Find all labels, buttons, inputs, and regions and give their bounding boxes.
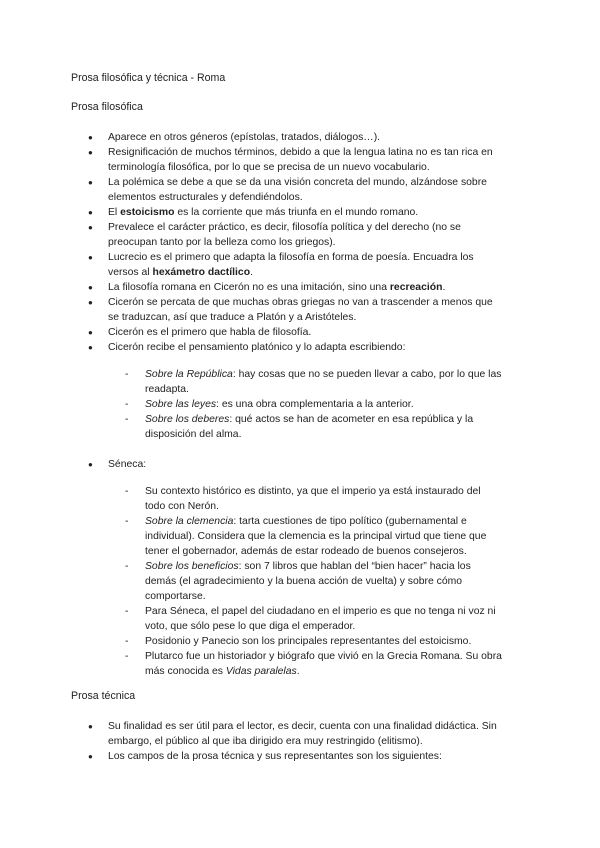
section-heading-prosa-filosofica: Prosa filosófica [71, 101, 143, 113]
work-title: Sobre la clemencia [145, 516, 234, 527]
dash-marker: - [125, 651, 129, 662]
bullet-dot: ● [88, 722, 93, 731]
sublist-item: Para Séneca, el papel del ciudadano en el imperio es que no tenga ni voz ni [145, 606, 496, 617]
sublist-item-continuation: tener el gobernador, además de estar rodeado de buenos consejeros. [145, 546, 467, 557]
list-item-continuation: terminología filosófica, por lo que se precisa de un nuevo vocabulario. [108, 162, 430, 173]
work-title: Sobre las leyes [145, 399, 217, 410]
list-item-continuation: embargo, el público al que iba dirigido era muy restringido (elitismo). [108, 736, 423, 747]
sublist-item-continuation: más conocida es Vidas paralelas. [145, 666, 300, 677]
list-item: Cicerón se percata de que muchas obras griegas no van a trascender a menos que [108, 297, 493, 308]
sublist-item: Sobre las leyes: es una obra complementaria a la anterior. [145, 399, 414, 410]
bullet-dot: ● [88, 328, 93, 337]
sublist-item: Plutarco fue un historiador y biógrafo que vivió en la Grecia Romana. Su obra [145, 651, 502, 662]
sublist-item-continuation: demás (el agradecimiento y la buena acción de vuelta) y sobre cómo [145, 576, 463, 587]
dash-marker: - [125, 606, 129, 617]
dash-marker: - [125, 561, 129, 572]
bullet-dot: ● [88, 460, 93, 469]
section-heading-prosa-tecnica: Prosa técnica [71, 690, 136, 702]
sublist-item-continuation: readapta. [145, 384, 189, 395]
sublist-item-continuation: comportarse. [145, 591, 206, 602]
bold-term-hexametro: hexámetro dactílico [152, 267, 251, 278]
list-item: La polémica se debe a que se da una visión concreta del mundo, alzándose sobre [108, 177, 487, 188]
sublist-item-continuation: voto, que sólo pese lo que diga el emperador. [145, 621, 356, 632]
sublist-item: Sobre la clemencia: tarta cuestiones de tipo político (gubernamental e [145, 516, 467, 527]
dash-marker: - [125, 414, 129, 425]
sublist-item: Su contexto histórico es distinto, ya que el imperio ya está instaurado del [145, 486, 481, 497]
list-item: Cicerón recibe el pensamiento platónico y lo adapta escribiendo: [108, 342, 406, 353]
list-item: Resignificación de muchos términos, debido a que la lengua latina no es tan rica en [108, 147, 493, 158]
sublist-item-continuation: todo con Nerón. [145, 501, 219, 512]
dash-marker: - [125, 516, 129, 527]
bold-term-estoicismo: estoicismo [120, 207, 175, 218]
bold-term-recreacion: recreación [389, 282, 443, 293]
sublist-item-continuation: individual). Considera que la clemencia es la principal virtud que tiene que [145, 531, 487, 542]
sublist-item-continuation: disposición del alma. [145, 429, 242, 440]
bullet-dot: ● [88, 148, 93, 157]
list-item-seneca: Séneca: [108, 459, 147, 470]
work-title: Sobre los deberes [145, 414, 230, 425]
work-title: Vidas paralelas [225, 666, 297, 677]
list-item: La filosofía romana en Cicerón no es una imitación, sino una recreación. [108, 282, 446, 293]
list-item-continuation: se traduzcan, así que traduce a Platón y a Aristóteles. [108, 312, 357, 323]
list-item-continuation: elementos estructurales y defendiéndolos. [108, 192, 303, 203]
bullet-dot: ● [88, 208, 93, 217]
bullet-dot: ● [88, 223, 93, 232]
list-item: Los campos de la prosa técnica y sus representantes son los siguientes: [108, 751, 442, 762]
list-item: El estoicismo es la corriente que más triunfa en el mundo romano. [108, 207, 419, 218]
dash-marker: - [125, 486, 129, 497]
work-title: Sobre los beneficios [145, 561, 239, 572]
sublist-item: Sobre los beneficios: son 7 libros que hablan del “bien hacer” hacia los [145, 561, 471, 572]
bullet-dot: ● [88, 752, 93, 761]
sublist-item: Posidonio y Panecio son los principales representantes del estoicismo. [145, 636, 472, 647]
document-title: Prosa filosófica y técnica - Roma [71, 72, 226, 84]
bullet-dot: ● [88, 343, 93, 352]
list-item: Prevalece el carácter práctico, es decir, filosofía política y del derecho (no se [108, 222, 461, 233]
bullet-dot: ● [88, 133, 93, 142]
bullet-dot: ● [88, 298, 93, 307]
list-item: Aparece en otros géneros (epístolas, tratados, diálogos…). [108, 132, 381, 143]
bullet-dot: ● [88, 178, 93, 187]
bullet-dot: ● [88, 253, 93, 262]
sublist-item: Sobre la República: hay cosas que no se pueden llevar a cabo, por lo que las [145, 369, 502, 380]
list-item: Su finalidad es ser útil para el lector, es decir, cuenta con una finalidad didáctica. Sin [108, 721, 497, 732]
list-item: Lucrecio es el primero que adapta la filosofía en forma de poesía. Encuadra los [108, 252, 474, 263]
sublist-item: Sobre los deberes: qué actos se han de acometer en esa república y la [145, 414, 474, 425]
list-item-continuation: preocupan tanto por la belleza como los griegos). [108, 237, 336, 248]
list-item-continuation: versos al hexámetro dactílico. [108, 267, 253, 278]
list-item: Cicerón es el primero que habla de filosofía. [108, 327, 312, 338]
dash-marker: - [125, 636, 129, 647]
dash-marker: - [125, 399, 129, 410]
dash-marker: - [125, 369, 129, 380]
bullet-dot: ● [88, 283, 93, 292]
work-title: Sobre la República [145, 369, 233, 380]
